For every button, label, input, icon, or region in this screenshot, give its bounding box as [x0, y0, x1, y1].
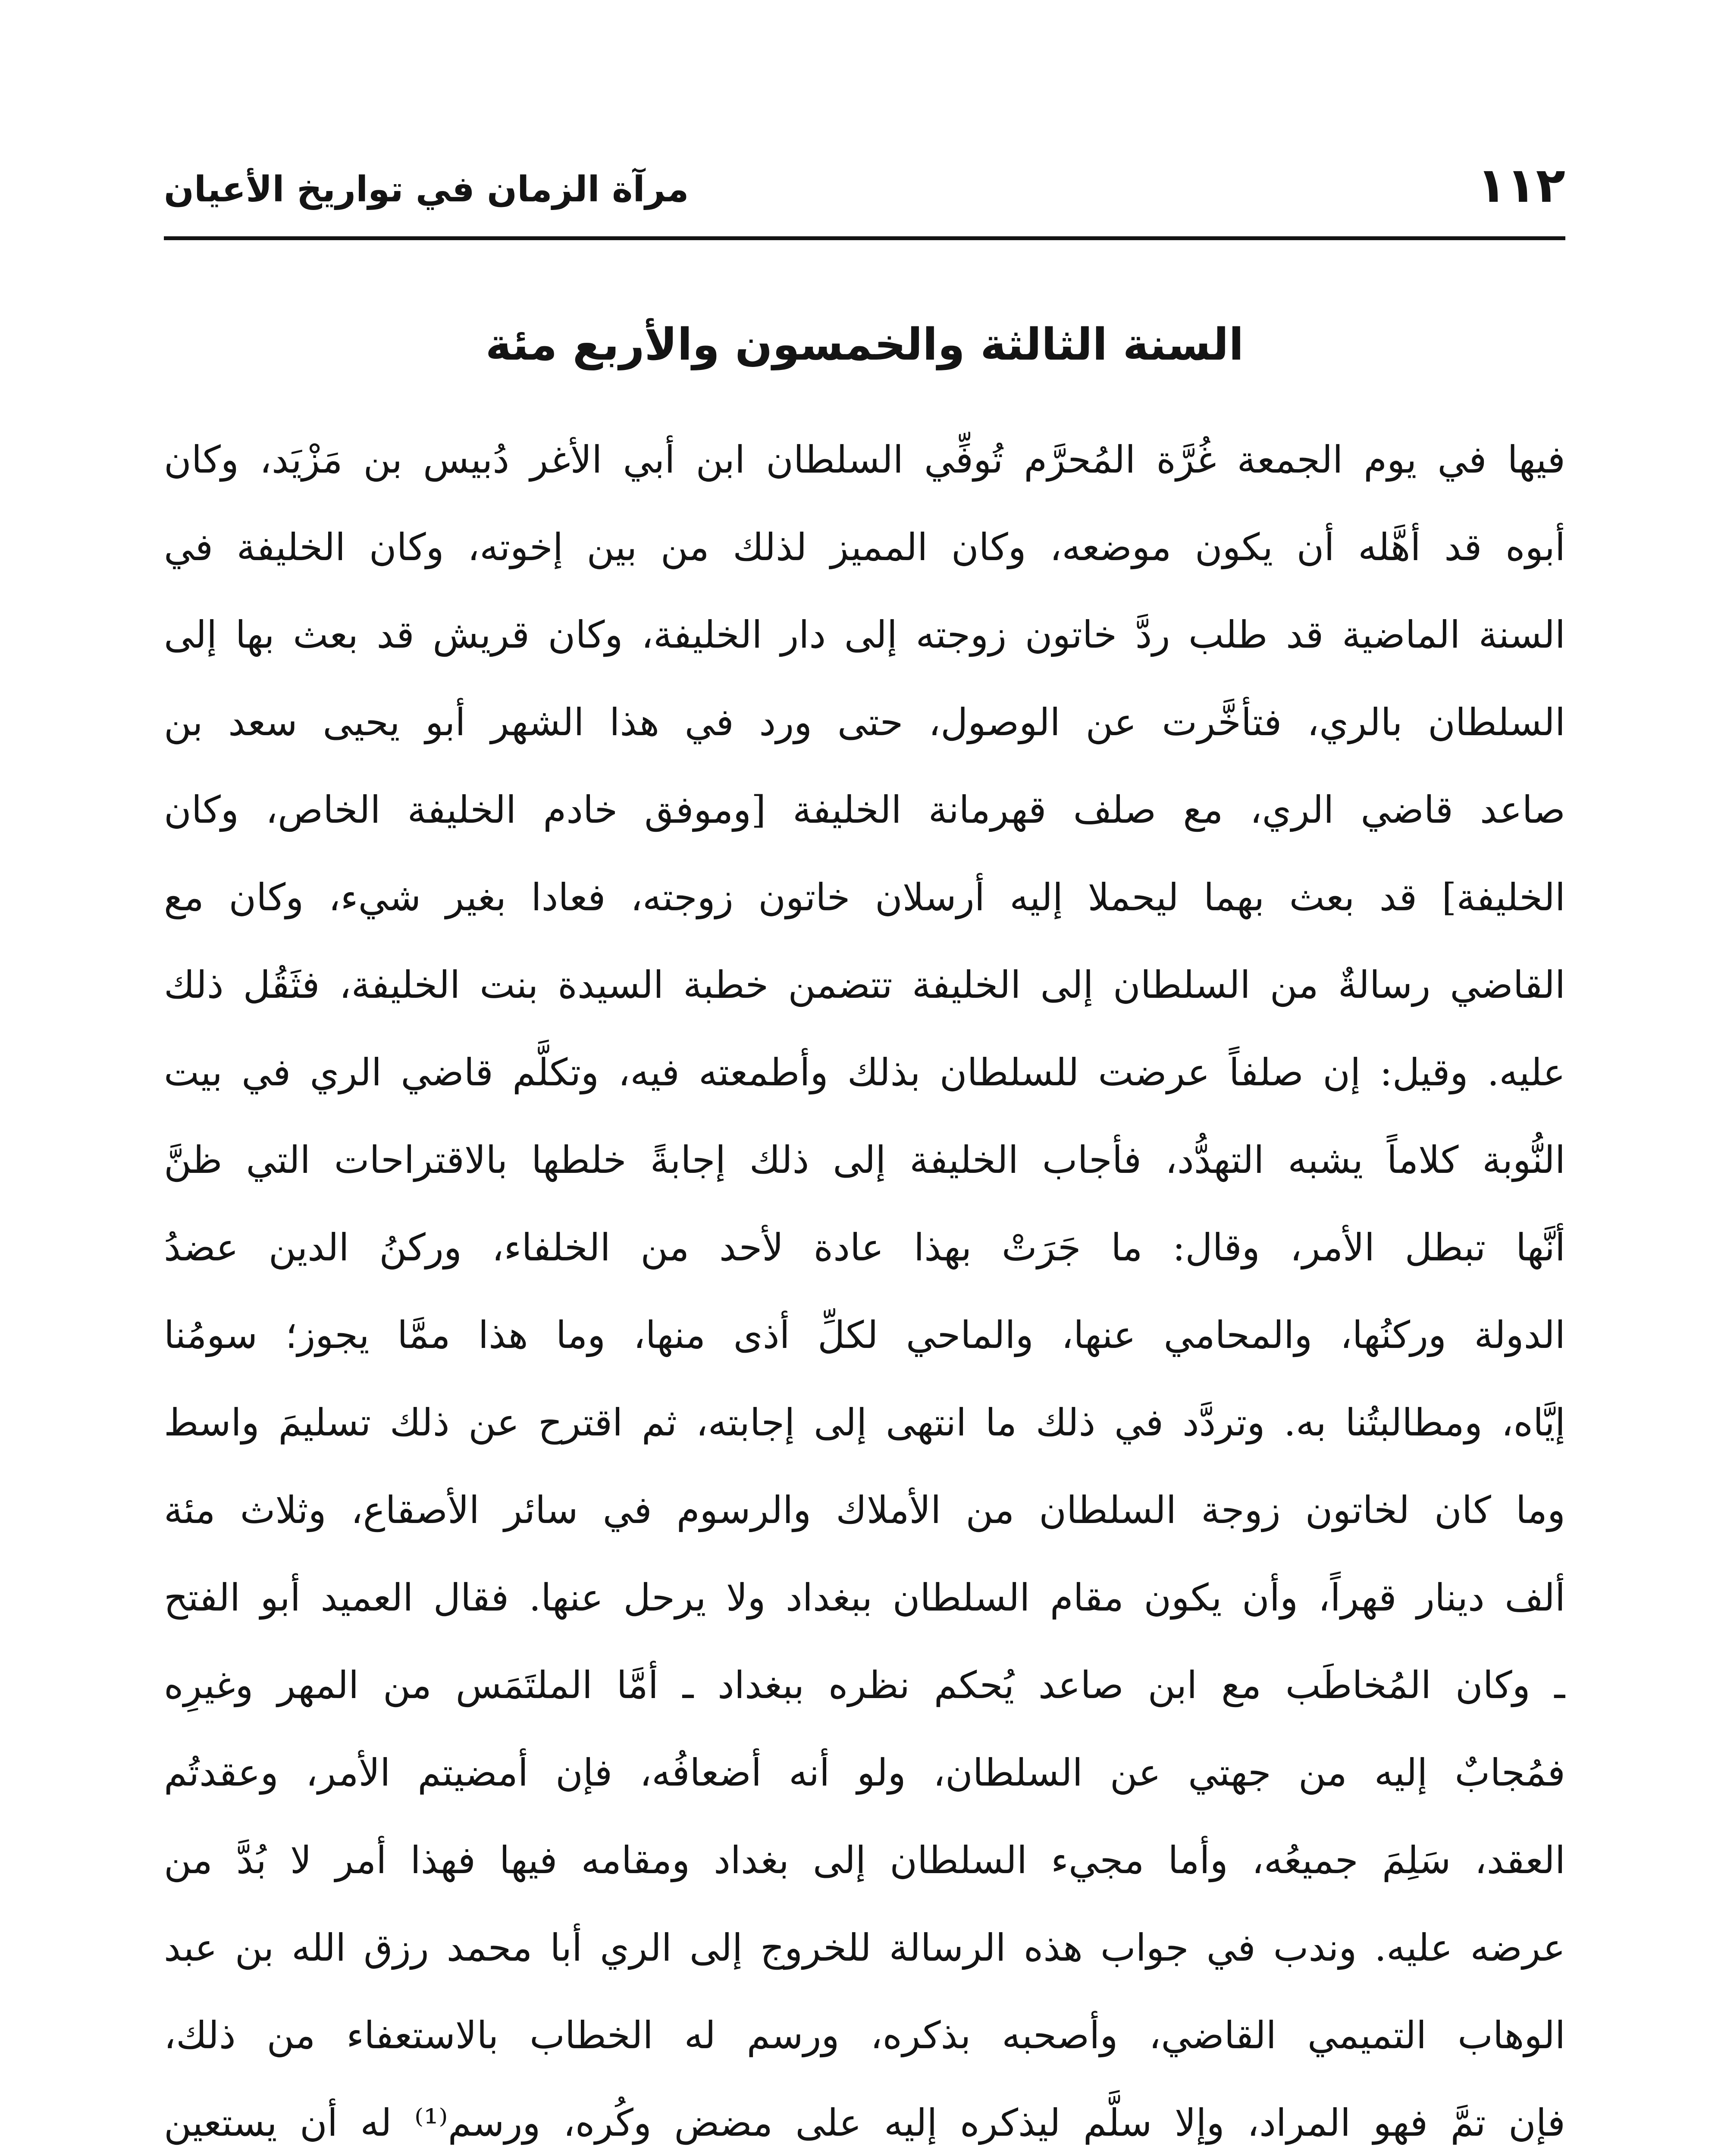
- page-number: ١١٢: [1477, 157, 1565, 213]
- body-line: إيَّاه، ومطالبتُنا به. وتردَّد في ذلك ما انتهى إلى إجابته، ثم اقترح عن ذلك تسليمَ واسط: [164, 1401, 1565, 1445]
- body-line: فيها في يوم الجمعة غُرَّة المُحرَّم تُوفِّي السلطان ابن أبي الأغر دُبيس بن مَزْيَد، وكان: [164, 438, 1565, 482]
- body-line: وما كان لخاتون زوجة السلطان من الأملاك والرسوم في سائر الأصقاع، وثلاث مئة: [164, 1488, 1565, 1532]
- body-line: أنَّها تبطل الأمر، وقال: ما جَرَتْ بهذا عادة لأحد من الخلفاء، وركنُ الدين عضدُ: [164, 1225, 1565, 1269]
- body-line: الخليفة] قد بعث بهما ليحملا إليه أرسلان خاتون زوجته، فعادا بغير شيء، وكان مع: [164, 875, 1565, 919]
- header-divider: [164, 236, 1565, 240]
- running-header: [164, 153, 1565, 239]
- body-line: العقد، سَلِمَ جميعُه، وأما مجيء السلطان إلى بغداد ومقامه فيها فهذا أمر لا بُدَّ من: [164, 1838, 1565, 1882]
- body-line: ألف دينار قهراً، وأن يكون مقام السلطان ببغداد ولا يرحل عنها. فقال العميد أبو الفتح: [164, 1576, 1565, 1620]
- body-line: أبوه قد أهَّله أن يكون موضعه، وكان المميز لذلك من بين إخوته، وكان الخليفة في: [164, 525, 1565, 569]
- body-text: [164, 416, 1565, 2156]
- book-title: مرآة الزمان في تواريخ الأعيان: [164, 169, 689, 210]
- body-line: الدولة وركنُها، والمحامي عنها، والماحي لكلِّ أذى منها، وما هذا ممَّا يجوز؛ سومُنا: [164, 1313, 1565, 1357]
- body-line: السنة الماضية قد طلب ردَّ خاتون زوجته إلى دار الخليفة، وكان قريش قد بعث بها إلى: [164, 613, 1565, 657]
- section-title: السنة الثالثة والخمسون والأربع مئة: [485, 319, 1244, 370]
- body-line: عرضه عليه. وندب في جواب هذه الرسالة للخروج إلى الري أبا محمد رزق الله بن عبد: [164, 1926, 1565, 1970]
- body-line: السلطان بالري، فتأخَّرت عن الوصول، حتى ورد في هذا الشهر أبو يحيى سعد بن: [164, 700, 1565, 744]
- body-line: فمُجابٌ إليه من جهتي عن السلطان، ولو أنه أضعافُه، فإن أمضيتم الأمر، وعقدتُم: [164, 1751, 1565, 1795]
- body-line: الوهاب التميمي القاضي، وأصحبه بذكره، ورسم له الخطاب بالاستعفاء من ذلك،: [164, 2013, 1565, 2057]
- body-line: ـ وكان المُخاطَب مع ابن صاعد يُحكم نظره ببغداد ـ أمَّا الملتَمَس من المهر وغيرِه: [164, 1663, 1565, 1707]
- body-line: صاعد قاضي الري، مع صلف قهرمانة الخليفة [وموفق خادم الخليفة الخاص، وكان: [164, 788, 1565, 832]
- body-line: فإن تمَّ فهو المراد، وإلا سلَّم ليذكره إليه على مضض وكُره، ورسم⁽¹⁾ له أن يستعين: [164, 2101, 1565, 2145]
- body-line: القاضي رسالةٌ من السلطان إلى الخليفة تتضمن خطبة السيدة بنت الخليفة، فثَقُل ذلك: [164, 963, 1565, 1007]
- body-line: النُّوبة كلاماً يشبه التهدُّد، فأجاب الخليفة إلى ذلك إجابةً خلطها بالاقتراحات التي ظنَّ: [164, 1138, 1565, 1182]
- body-line: عليه. وقيل: إن صلفاً عرضت للسلطان بذلك وأطمعته فيه، وتكلَّم قاضي الري في بيت: [164, 1050, 1565, 1094]
